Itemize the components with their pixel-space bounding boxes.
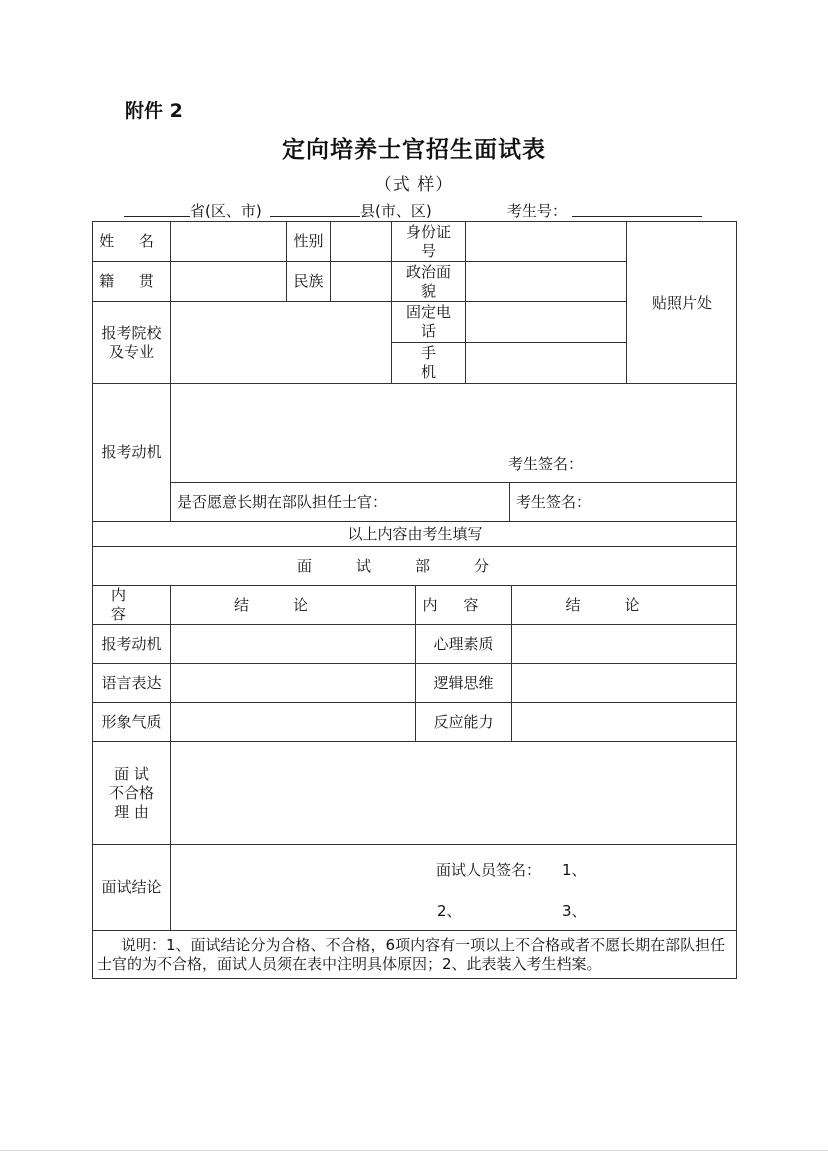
result-label: 面试结论 <box>92 844 170 930</box>
photo-area: 贴照片处 <box>626 221 737 383</box>
item-psychology-field[interactable] <box>511 624 737 663</box>
item-reaction-label: 反应能力 <box>415 702 511 741</box>
conclusion-header-left: 结论 <box>170 585 415 624</box>
county-label: 县(市、区) <box>360 202 432 220</box>
province-label: 省(区、市) <box>190 202 262 220</box>
motivation-label: 报考动机 <box>92 383 170 521</box>
political-label: 政治面貌 <box>391 261 465 301</box>
item-logic-field[interactable] <box>511 663 737 702</box>
conclusion-header-right: 结论 <box>511 585 737 624</box>
item-expression-field[interactable] <box>170 663 415 702</box>
form-title: 定向培养士官招生面试表 <box>282 137 546 163</box>
exam-no-blank[interactable] <box>572 200 702 217</box>
interviewer-signature-label: 面试人员签名： <box>436 861 542 879</box>
phone-field[interactable] <box>465 301 626 342</box>
filled-by-note: 以上内容由考生填写 <box>92 521 737 546</box>
form-subtitle: （式 样） <box>374 175 454 195</box>
attachment-label: 附件 2 <box>125 100 183 122</box>
item-motivation-field[interactable] <box>170 624 415 663</box>
gender-field[interactable] <box>330 221 391 261</box>
interviewer-2-label: 2、 <box>437 902 462 920</box>
item-logic-label: 逻辑思维 <box>415 663 511 702</box>
item-psychology-label: 心理素质 <box>415 624 511 663</box>
origin-field[interactable] <box>170 261 286 301</box>
province-blank[interactable] <box>124 200 190 217</box>
exam-no-label: 考生号： <box>507 202 568 220</box>
item-motivation-label: 报考动机 <box>92 624 170 663</box>
political-field[interactable] <box>465 261 626 301</box>
candidate-signature-label: 考生签名： <box>508 455 584 473</box>
ethnicity-label: 民族 <box>286 261 330 301</box>
candidate-signature2-label: 考生签名： <box>509 482 737 521</box>
mobile-label: 手 机 <box>391 342 465 383</box>
phone-label: 固定电话 <box>391 301 465 342</box>
page-edge <box>0 1150 828 1151</box>
content-header-left: 内容 <box>92 585 170 624</box>
long-term-label: 是否愿意长期在部队担任士官： <box>170 482 509 521</box>
fail-reason-label: 面 试 不合格 理 由 <box>92 741 170 844</box>
gender-label: 性别 <box>286 221 330 261</box>
item-expression-label: 语言表达 <box>92 663 170 702</box>
name-field[interactable] <box>170 221 286 261</box>
mobile-field[interactable] <box>465 342 626 383</box>
id-label: 身份证号 <box>391 221 465 261</box>
motivation-field[interactable] <box>170 383 737 482</box>
region-line <box>124 200 724 222</box>
content-header-right: 内容 <box>415 585 511 624</box>
id-field[interactable] <box>465 221 626 261</box>
ethnicity-field[interactable] <box>330 261 391 301</box>
county-blank[interactable] <box>270 200 360 217</box>
name-label: 姓 名 <box>92 221 170 261</box>
school-label: 报考院校及专业 <box>92 301 170 383</box>
note-text: 说明：1、面试结论分为合格、不合格，6项内容有一项以上不合格或者不愿长期在部队担任士官的为不合格，面试人员须在表中注明具体原因；2、此表装入考生档案。 <box>97 936 726 973</box>
interviewer-1-label: 1、 <box>562 861 587 879</box>
fail-reason-field[interactable] <box>170 741 737 844</box>
item-reaction-field[interactable] <box>511 702 737 741</box>
origin-label: 籍 贯 <box>92 261 170 301</box>
interview-section-title: 面试部分 <box>92 546 737 585</box>
school-field[interactable] <box>170 301 391 383</box>
interviewer-3-label: 3、 <box>562 902 587 920</box>
item-appearance-label: 形象气质 <box>92 702 170 741</box>
item-appearance-field[interactable] <box>170 702 415 741</box>
